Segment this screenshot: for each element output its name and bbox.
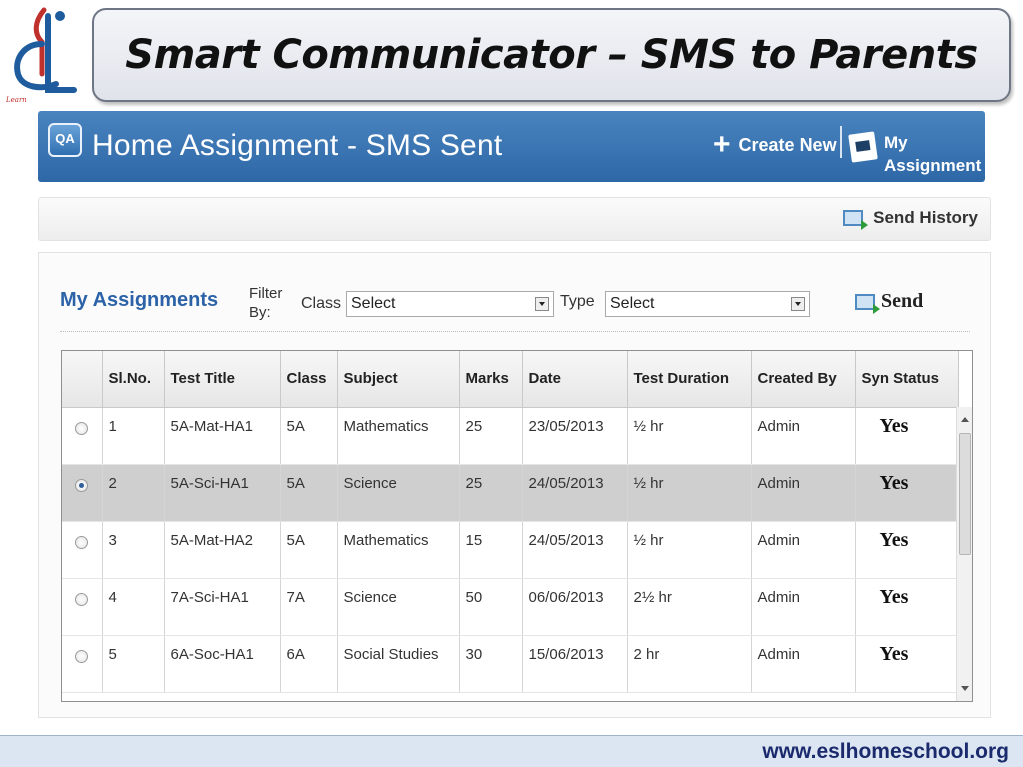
cell-duration: ½ hr <box>627 407 751 464</box>
dropdown-arrow-icon[interactable] <box>535 297 549 311</box>
assignments-table <box>61 350 973 702</box>
row-radio[interactable] <box>75 422 88 435</box>
panel-title: My Assignments <box>60 289 219 311</box>
dropdown-arrow-icon[interactable] <box>791 297 805 311</box>
assignments-panel <box>38 252 991 718</box>
school-logo <box>4 4 80 108</box>
row-radio[interactable] <box>75 536 88 549</box>
cell-title: 6A-Soc-HA1 <box>164 635 280 692</box>
send-history-button[interactable] <box>843 208 978 228</box>
table-row[interactable] <box>62 635 958 692</box>
cell-marks: 25 <box>459 407 522 464</box>
cell-status: Yes <box>855 521 958 578</box>
cell-class: 7A <box>280 578 337 635</box>
cell-marks: 50 <box>459 578 522 635</box>
column-header[interactable]: Sl.No. <box>102 351 164 407</box>
cell-class: 5A <box>280 464 337 521</box>
logo-tagline: Learn <box>6 96 27 104</box>
qa-app-icon <box>48 123 82 157</box>
column-header[interactable]: Date <box>522 351 627 407</box>
cell-class: 5A <box>280 407 337 464</box>
column-header[interactable]: Created By <box>751 351 855 407</box>
slide-title: Smart Communicator – SMS to Parents <box>125 32 978 78</box>
cell-status: Yes <box>855 635 958 692</box>
my-assignment-label: My Assignment <box>884 133 982 175</box>
cell-marks: 25 <box>459 464 522 521</box>
cell-marks: 15 <box>459 521 522 578</box>
class-filter-label: Class <box>301 295 342 312</box>
footer-bar <box>0 735 1023 767</box>
row-radio[interactable] <box>75 593 88 606</box>
class-select[interactable] <box>346 291 554 317</box>
cell-date: 06/06/2013 <box>522 578 627 635</box>
column-header[interactable]: Marks <box>459 351 522 407</box>
cell-class: 5A <box>280 521 337 578</box>
cell-created-by: Admin <box>751 521 855 578</box>
document-icon <box>848 131 878 162</box>
filter-by-label: Filter By: <box>249 285 283 321</box>
column-header[interactable]: Test Title <box>164 351 280 407</box>
cell-title: 5A-Sci-HA1 <box>164 464 280 521</box>
create-new-button[interactable] <box>713 128 837 161</box>
cell-title: 5A-Mat-HA2 <box>164 521 280 578</box>
cell-created-by: Admin <box>751 635 855 692</box>
cell-date: 24/05/2013 <box>522 521 627 578</box>
type-select-value: Select <box>610 295 655 312</box>
row-radio[interactable] <box>75 479 88 492</box>
table-header-row <box>62 351 958 407</box>
send-history-icon <box>843 210 863 226</box>
cell-date: 24/05/2013 <box>522 464 627 521</box>
cell-subject: Mathematics <box>337 407 459 464</box>
header-divider <box>840 126 842 158</box>
cell-status: Yes <box>855 464 958 521</box>
table-row[interactable] <box>62 578 958 635</box>
cell-duration: 2 hr <box>627 635 751 692</box>
column-header[interactable]: Test Duration <box>627 351 751 407</box>
app-header <box>38 111 985 182</box>
slide-title-box <box>92 8 1011 102</box>
cell-subject: Science <box>337 578 459 635</box>
cell-class: 6A <box>280 635 337 692</box>
qa-icon-label: QA <box>55 131 75 146</box>
scroll-down-icon[interactable] <box>961 686 969 691</box>
create-new-label: Create New <box>738 134 837 155</box>
cell-created-by: Admin <box>751 407 855 464</box>
cell-status: Yes <box>855 578 958 635</box>
cell-created-by: Admin <box>751 464 855 521</box>
column-header[interactable]: Syn Status <box>855 351 958 407</box>
dotted-divider <box>60 331 970 332</box>
cell-subject: Social Studies <box>337 635 459 692</box>
column-header-select <box>62 351 102 407</box>
plus-icon: + <box>713 128 731 161</box>
send-history-label: Send History <box>873 208 978 227</box>
cell-slno: 1 <box>102 407 164 464</box>
table-row[interactable] <box>62 407 958 464</box>
cell-slno: 3 <box>102 521 164 578</box>
send-icon <box>855 294 875 310</box>
cell-subject: Mathematics <box>337 521 459 578</box>
type-select[interactable] <box>605 291 810 317</box>
cell-slno: 4 <box>102 578 164 635</box>
scroll-up-icon[interactable] <box>961 417 969 422</box>
footer-url: www.eslhomeschool.org <box>762 740 1009 763</box>
scroll-thumb[interactable] <box>959 433 971 555</box>
cell-slno: 5 <box>102 635 164 692</box>
cell-date: 15/06/2013 <box>522 635 627 692</box>
table-row[interactable] <box>62 521 958 578</box>
cell-subject: Science <box>337 464 459 521</box>
cell-duration: ½ hr <box>627 521 751 578</box>
logo-mark-icon <box>4 4 80 104</box>
send-label: Send <box>881 290 924 312</box>
cell-slno: 2 <box>102 464 164 521</box>
cell-marks: 30 <box>459 635 522 692</box>
cell-duration: ½ hr <box>627 464 751 521</box>
table-row[interactable] <box>62 464 958 521</box>
send-button[interactable] <box>855 290 923 313</box>
column-header[interactable]: Class <box>280 351 337 407</box>
type-filter-label: Type <box>560 293 595 310</box>
my-assignment-button[interactable] <box>850 131 984 177</box>
column-header[interactable]: Subject <box>337 351 459 407</box>
row-radio[interactable] <box>75 650 88 663</box>
cell-date: 23/05/2013 <box>522 407 627 464</box>
app-title: Home Assignment - SMS Sent <box>92 129 503 162</box>
toolbar <box>38 197 991 241</box>
cell-title: 5A-Mat-HA1 <box>164 407 280 464</box>
cell-title: 7A-Sci-HA1 <box>164 578 280 635</box>
class-select-value: Select <box>351 295 396 312</box>
cell-status: Yes <box>855 407 958 464</box>
table-scrollbar[interactable] <box>956 407 972 701</box>
cell-created-by: Admin <box>751 578 855 635</box>
cell-duration: 2½ hr <box>627 578 751 635</box>
